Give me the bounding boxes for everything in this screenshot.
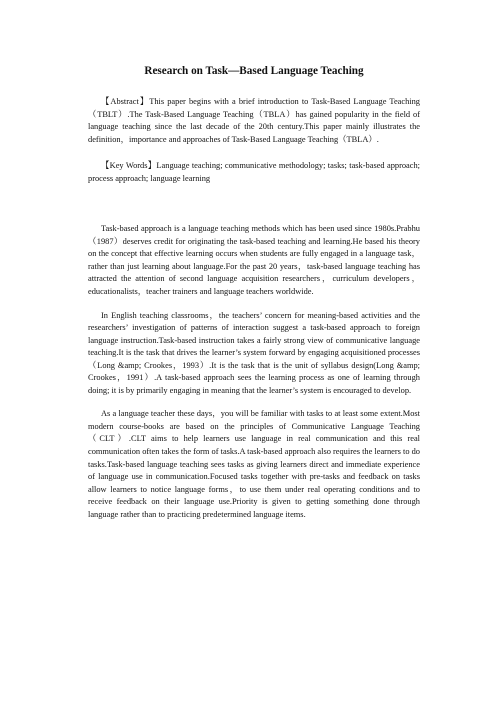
abstract-paragraph: 【Abstract】This paper begins with a brief introduction to Task-Based Language Teaching（TBLT）.The Task-Based Language Teaching（TBLA）has gained popularity in the field of language teaching since the last decade of the 20th century.This paper mainly illustrates the definition，importance and approaches of Task-Based Language Teaching（TBLA）. (88, 97, 420, 144)
body-paragraph-1: Task-based approach is a language teaching methods which has been used since 1980s.Prabhu（1987）deserves credit for originating the task-based teaching and learning.He based his theory on the concept that effective learning occurs when students are fully engaged in a language task，rather than just learning about language.For the past 20 years，task-based language teaching has attracted the attention of second language acquisition researchers，curriculum developers，educationalists，teacher trainers and language teachers worldwide. (88, 224, 420, 297)
document-content (88, 64, 420, 532)
document-title: Research on Task—Based Language Teaching (144, 65, 364, 77)
body-paragraph-3: As a language teacher these days，you will be familiar with tasks to at least some extent.Most modern course-books are based on the principles of Communicative Language Teaching（CLT）.CLT aims to help learners use language in real communication and this real communication often takes the form of tasks.A task-based approach also requires the learners to do tasks.Task-based language teaching sees tasks as giving learners direct and immediate experience of language use in communication.Focused tasks together with pre-tasks and feedback on tasks allow learners to notice language forms，to use them under real operating conditions and to receive feedback on their language use.Priority is given to getting something done through language rather than to practicing predetermined language items. (88, 409, 420, 519)
body-paragraph-2: In English teaching classrooms，the teachers’ concern for meaning-based activities and the researchers’ investigation of patterns of interaction suggest a task-based approach to foreign language instruction.Task-based instruction takes a fairly strong view of communicative language teaching.It is the task that drives the learner’s system forward by engaging acquisitioned processes（Long &amp; Crookes，1993）.It is the task that is the unit of syllabus design(Long &amp; Crookes，1991）.A task-based approach sees the learning process as one of learning through doing; it is by primarily engaging in meaning that the learner’s system is encouraged to develop. (88, 310, 420, 395)
keywords-paragraph: 【Key Words】Language teaching; communicative methodology; tasks; task-based approach; process approach; language learning (88, 161, 420, 183)
